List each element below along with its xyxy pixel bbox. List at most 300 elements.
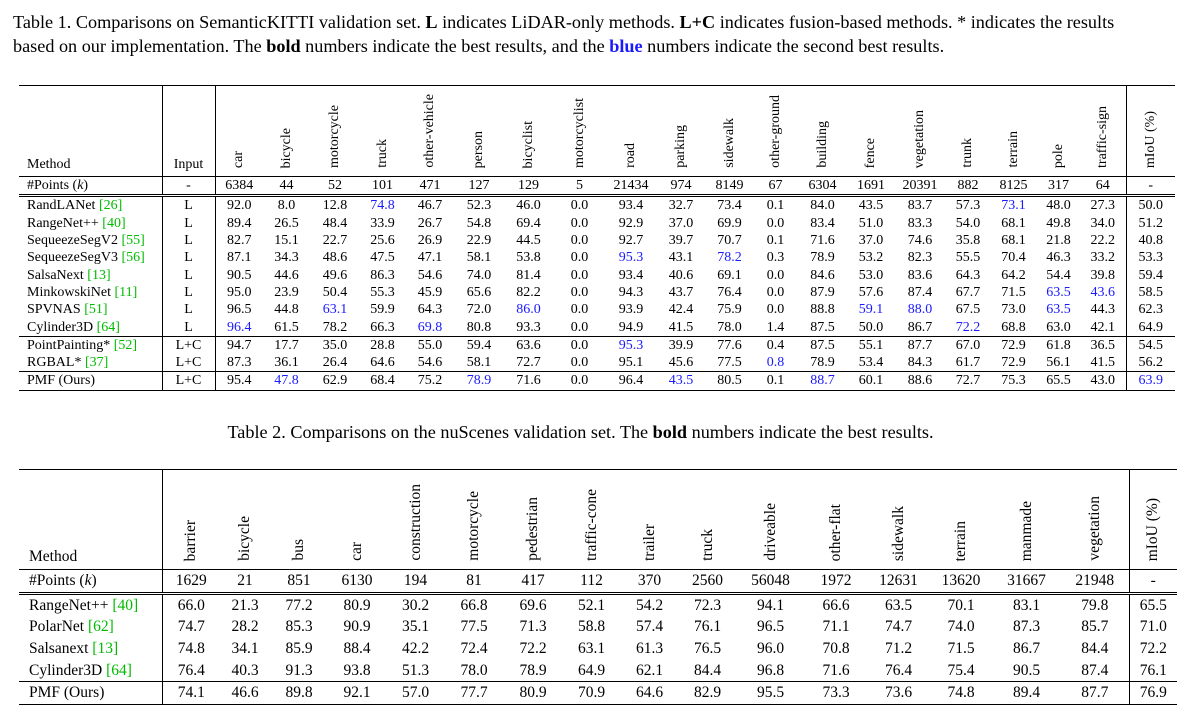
value-cell: 93.8 [328, 659, 386, 681]
value-cell: 84.0 [810, 198, 835, 214]
method-name-cell: RangeNet++ [40] [19, 593, 162, 616]
value-cell: 95.3 [618, 337, 644, 353]
value-cell: 82.9 [693, 684, 722, 702]
value-cell: 74.7 [884, 618, 913, 636]
class-header-trailer: trailer [620, 470, 679, 570]
value-cell: 370 [620, 570, 679, 594]
method-name-cell: SequeezeSegV2 [55] [19, 232, 162, 249]
value-cell: 55.5 [955, 250, 981, 266]
value-cell: 47.8 [274, 373, 299, 389]
value-cell: 112 [563, 570, 620, 594]
value-cell: 8149 [705, 177, 754, 196]
points-row-label: #Points (k) [19, 570, 162, 594]
value-cell: 2560 [679, 570, 736, 594]
value-cell: 71.3 [519, 618, 547, 636]
value-cell: 74.8 [177, 640, 205, 658]
value-cell: 26.4 [310, 354, 360, 372]
value-cell: 54.6 [417, 267, 443, 283]
citation: [52] [113, 337, 138, 353]
semantickitti-results-table [19, 85, 1175, 391]
value-cell: 51.0 [858, 215, 884, 231]
miou-cell: 72.2 [1129, 638, 1177, 660]
value-cell: 96.5 [756, 618, 785, 636]
value-cell: 63.6 [516, 337, 541, 353]
value-cell: 46.3 [1046, 250, 1071, 266]
citation: [55] [121, 233, 145, 249]
value-cell: 93.3 [503, 318, 554, 336]
input-cell: L [162, 215, 215, 232]
value-cell: 89.8 [285, 684, 313, 702]
method-name-cell: Cylinder3D [64] [19, 659, 162, 681]
value-cell: 52 [310, 177, 360, 196]
value-cell: 72.2 [946, 318, 990, 336]
value-cell: 68.1 [1001, 233, 1026, 249]
method-name-cell: SequeezeSegV3 [56] [19, 249, 162, 266]
value-cell: 34.0 [1090, 215, 1115, 231]
value-cell: 71.2 [884, 640, 913, 658]
value-cell: 58.1 [455, 354, 503, 372]
value-cell: 36.5 [1090, 337, 1115, 353]
value-cell: 90.5 [227, 267, 252, 283]
value-cell: 74.7 [177, 618, 205, 636]
value-cell: 71.1 [822, 618, 850, 636]
citation-link[interactable]: 13 [91, 267, 106, 283]
value-cell: 54.2 [635, 596, 664, 614]
miou-cell: 76.1 [1129, 659, 1177, 681]
value-cell: 72.9 [990, 354, 1037, 372]
value-cell: 27.3 [1090, 198, 1115, 214]
class-header-terrain: terrain [930, 470, 992, 570]
miou-cell: 51.2 [1126, 215, 1175, 232]
value-cell: 0.4 [766, 337, 785, 353]
value-cell: 6304 [797, 177, 848, 196]
value-cell: 90.5 [992, 659, 1061, 681]
class-header-sidewalk: sidewalk [867, 470, 930, 570]
value-cell: 63.5 [884, 596, 913, 614]
method-name-cell: PolarNet [62] [19, 616, 162, 638]
class-header-car: car [215, 86, 263, 177]
value-cell: 95.5 [756, 684, 785, 702]
citation: [11] [114, 284, 138, 300]
class-header-truck: truck [360, 86, 405, 177]
value-cell: 78.9 [797, 354, 848, 372]
value-cell: 76.4 [717, 284, 742, 300]
value-cell: 70.4 [1001, 250, 1026, 266]
value-cell: 80.8 [455, 318, 503, 336]
method-name-cell: PMF (Ours) [19, 372, 162, 390]
value-cell: 59.4 [466, 337, 492, 353]
value-cell: 46.7 [417, 198, 443, 214]
class-header-fence: fence [848, 86, 894, 177]
value-cell: 78.2 [310, 318, 360, 336]
citation-link[interactable]: 40 [106, 215, 121, 231]
value-cell: 42.1 [1080, 318, 1126, 336]
value-cell: 41.5 [657, 318, 705, 336]
value-cell: 0.1 [766, 373, 785, 389]
value-cell: 65.6 [466, 284, 492, 300]
class-header-truck: truck [679, 470, 736, 570]
value-cell: 882 [946, 177, 990, 196]
citation: [62] [87, 618, 114, 636]
value-cell: 87.7 [907, 337, 933, 353]
value-cell: 30.2 [401, 596, 430, 614]
table-row [19, 266, 1175, 283]
value-cell: 54.4 [1046, 267, 1071, 283]
class-header-pedestrian: pedestrian [503, 470, 563, 570]
value-cell: 53.2 [858, 250, 884, 266]
value-cell: 26.5 [274, 215, 299, 231]
value-cell: 85.9 [285, 640, 313, 658]
value-cell: 33.2 [1090, 250, 1115, 266]
value-cell: 72.4 [460, 640, 488, 658]
value-cell: 95.4 [227, 373, 252, 389]
value-cell: 0.0 [570, 198, 589, 214]
miou-cell: 40.8 [1126, 232, 1175, 249]
value-cell: 77.5 [705, 354, 754, 372]
value-cell: 31667 [992, 570, 1061, 594]
value-cell: 68.1 [1001, 215, 1026, 231]
value-cell: 79.8 [1081, 596, 1109, 614]
class-header-barrier: barrier [162, 470, 220, 570]
value-cell: 28.2 [231, 618, 259, 636]
value-cell: 88.7 [810, 373, 835, 389]
value-cell: 0.0 [554, 354, 605, 372]
class-header-bicyclist: bicyclist [503, 86, 554, 177]
value-cell: 471 [405, 177, 455, 196]
miou-header: mIoU (%) [1129, 470, 1177, 570]
value-cell: 62.9 [322, 373, 348, 389]
value-cell: 40.6 [668, 267, 694, 283]
value-cell: 36.1 [263, 354, 310, 372]
value-cell: 61.7 [946, 354, 990, 372]
value-cell: 48.0 [1046, 198, 1071, 214]
value-cell: 46.0 [516, 198, 541, 214]
input-cell: L [162, 196, 215, 215]
value-cell: 86.7 [1012, 640, 1041, 658]
value-cell: 87.5 [797, 318, 848, 336]
value-cell: 21 [220, 570, 270, 594]
value-cell: 95.3 [618, 250, 644, 266]
value-cell: 22.7 [322, 233, 348, 249]
class-header-building: building [797, 86, 848, 177]
value-cell: 37.0 [668, 215, 694, 231]
value-cell: 70.7 [717, 233, 742, 249]
value-cell: 54.8 [466, 215, 492, 231]
value-cell: 55.1 [858, 337, 884, 353]
value-cell: 0.8 [754, 354, 797, 372]
class-header-bicycle: bicycle [263, 86, 310, 177]
value-cell: 87.4 [1061, 659, 1129, 681]
value-cell: 96.0 [756, 640, 785, 658]
table-row [19, 593, 1177, 616]
value-cell: 42.2 [401, 640, 430, 658]
method-name-cell: RangeNet++ [40] [19, 215, 162, 232]
method-name-cell: Salsanext [13] [19, 638, 162, 660]
input-cell: L+C [162, 354, 215, 372]
value-cell: 44.3 [1090, 302, 1115, 318]
value-cell: 75.3 [1001, 373, 1026, 389]
input-cell: L [162, 318, 215, 336]
value-cell: 76.1 [693, 618, 722, 636]
citation: [56] [121, 250, 145, 266]
value-cell: 67.5 [955, 302, 981, 318]
citation: [64] [106, 661, 132, 679]
table2-caption: Table 2. Comparisons on the nuScenes validation set. The bold numbers indicate the best results. [227, 422, 934, 442]
value-cell: 21948 [1061, 570, 1129, 594]
citation: [13] [87, 267, 111, 283]
value-cell: 86.3 [370, 267, 395, 283]
value-cell: 83.3 [907, 215, 933, 231]
value-cell: 82.3 [907, 250, 933, 266]
class-header-other-ground: other-ground [754, 86, 797, 177]
table-row [19, 616, 1177, 638]
value-cell: 63.1 [577, 640, 606, 658]
citation-link[interactable]: 40 [117, 596, 134, 614]
class-header-bicycle: bicycle [220, 470, 270, 570]
value-cell: 1691 [848, 177, 894, 196]
value-cell: 34.3 [274, 250, 299, 266]
value-cell: 94.1 [756, 596, 785, 614]
value-cell: 23.9 [274, 284, 299, 300]
value-cell: 80.5 [717, 373, 742, 389]
value-cell: 66.3 [360, 318, 405, 336]
method-name-cell: PMF (Ours) [19, 681, 162, 704]
value-cell: 53.8 [516, 250, 541, 266]
value-cell: 43.5 [668, 373, 694, 389]
value-cell: 0.1 [766, 233, 785, 249]
input-cell: - [162, 177, 215, 196]
value-cell: 74.6 [907, 233, 933, 249]
table-row [19, 284, 1175, 301]
class-header-other-vehicle: other-vehicle [405, 86, 455, 177]
value-cell: 129 [503, 177, 554, 196]
value-cell: 12.8 [322, 198, 348, 214]
miou-cell: 62.3 [1126, 301, 1175, 318]
value-cell: 6130 [328, 570, 386, 594]
value-cell: 90.9 [343, 618, 371, 636]
method-name-cell: SalsaNext [13] [19, 266, 162, 283]
value-cell: 22.2 [1090, 233, 1115, 249]
value-cell: 1.4 [754, 318, 797, 336]
value-cell: 92.0 [227, 198, 252, 214]
value-cell: 32.7 [668, 198, 694, 214]
value-cell: 0.0 [570, 302, 589, 318]
value-cell: 63.5 [1046, 284, 1071, 300]
miou-cell: 53.3 [1126, 249, 1175, 266]
citation-link[interactable]: 55 [126, 233, 141, 249]
value-cell: 974 [657, 177, 705, 196]
class-header-construction: construction [386, 470, 445, 570]
value-cell: 83.7 [907, 198, 933, 214]
value-cell: 68.8 [990, 318, 1037, 336]
value-cell: 96.4 [215, 318, 263, 336]
value-cell: 69.8 [405, 318, 455, 336]
class-header-pole: pole [1037, 86, 1080, 177]
value-cell: 13620 [930, 570, 992, 594]
value-cell: 69.6 [519, 596, 547, 614]
value-cell: 54.0 [955, 215, 981, 231]
value-cell: 67.7 [955, 284, 981, 300]
value-cell: 64.9 [563, 659, 620, 681]
points-row [19, 177, 1175, 196]
table-row [19, 318, 1175, 336]
value-cell: 85.3 [285, 618, 313, 636]
citation-link[interactable]: 37 [89, 355, 104, 371]
method-name-cell: RandLANet [26] [19, 196, 162, 215]
value-cell: 47.1 [417, 250, 443, 266]
value-cell: 67 [754, 177, 797, 196]
value-cell: 47.5 [370, 250, 395, 266]
value-cell: 26.9 [417, 233, 443, 249]
value-cell: 77.2 [285, 596, 313, 614]
miou-cell: 56.2 [1126, 354, 1175, 372]
value-cell: 71.5 [947, 640, 975, 658]
value-cell: 44.5 [516, 233, 541, 249]
value-cell: 0.0 [766, 302, 785, 318]
value-cell: 83.6 [907, 267, 933, 283]
value-cell: 87.3 [215, 354, 263, 372]
value-cell: 72.0 [466, 302, 492, 318]
citation-link[interactable]: 62 [93, 618, 109, 636]
value-cell: 88.4 [343, 640, 371, 658]
table-row [19, 659, 1177, 681]
value-cell: 21.8 [1046, 233, 1071, 249]
value-cell: 70.1 [947, 596, 975, 614]
value-cell: 20391 [894, 177, 946, 196]
citation-link[interactable]: 52 [118, 337, 133, 353]
value-cell: 0.1 [766, 198, 785, 214]
citation-link[interactable]: 11 [119, 284, 133, 300]
table-row [19, 215, 1175, 232]
value-cell: 87.5 [810, 337, 835, 353]
value-cell: 74.0 [466, 267, 492, 283]
value-cell: 93.9 [618, 302, 644, 318]
value-cell: 88.8 [810, 302, 835, 318]
value-cell: 63.5 [1046, 302, 1071, 318]
value-cell: 72.9 [1001, 337, 1026, 353]
value-cell: 76.4 [867, 659, 930, 681]
value-cell: 56048 [736, 570, 805, 594]
citation-link[interactable]: 64 [101, 319, 116, 335]
value-cell: 37.0 [858, 233, 884, 249]
value-cell: 46.6 [231, 684, 259, 702]
table-row [19, 196, 1175, 215]
citation: [51] [84, 302, 108, 318]
miou-cell: 58.5 [1126, 284, 1175, 301]
table-row [19, 638, 1177, 660]
class-header-driveable: driveable [736, 470, 805, 570]
value-cell: 101 [360, 177, 405, 196]
value-cell: 78.0 [705, 318, 754, 336]
value-cell: 82.2 [516, 284, 541, 300]
value-cell: 1972 [805, 570, 867, 594]
value-cell: 63.0 [1037, 318, 1080, 336]
class-header-vegetation: vegetation [1061, 470, 1129, 570]
value-cell: 80.9 [343, 596, 371, 614]
value-cell: 57.6 [858, 284, 884, 300]
citation: [40] [112, 596, 139, 614]
table-row [19, 301, 1175, 318]
miou-cell: 76.9 [1129, 681, 1177, 704]
value-cell: 69.9 [717, 215, 742, 231]
citation-link[interactable]: 26 [103, 198, 118, 214]
value-cell: 8125 [990, 177, 1037, 196]
value-cell: 73.0 [1001, 302, 1026, 318]
class-header-trunk: trunk [946, 86, 990, 177]
value-cell: 0.0 [570, 215, 589, 231]
value-cell: 45.6 [657, 354, 705, 372]
value-cell: 94.3 [618, 284, 644, 300]
citation-link[interactable]: 13 [97, 640, 113, 658]
class-header-road: road [605, 86, 657, 177]
value-cell: 35.1 [401, 618, 430, 636]
value-cell: 5 [554, 177, 605, 196]
citation: [13] [92, 640, 119, 658]
value-cell: 96.4 [618, 373, 644, 389]
value-cell: 78.9 [466, 373, 492, 389]
citation: [26] [98, 198, 123, 214]
method-name-cell: PointPainting* [52] [19, 336, 162, 354]
value-cell: 43.6 [1090, 284, 1115, 300]
method-name-cell: Cylinder3D [64] [19, 318, 162, 336]
class-header-motorcycle: motorcycle [445, 470, 503, 570]
citation-link[interactable]: 64 [111, 661, 127, 679]
value-cell: 64.6 [635, 684, 664, 702]
value-cell: 851 [270, 570, 328, 594]
table1-caption: Table 1. Comparisons on SemanticKITTI validation set. L indicates LiDAR-only methods. L+C indicates fusion-based methods. * indicates the results based on our implementation. The bold numbers indicate the best results, and the blue numbers indicate the second best results. [13, 12, 1115, 56]
value-cell: 77.5 [460, 618, 488, 636]
value-cell: 1629 [162, 570, 220, 594]
value-cell: 52.3 [466, 198, 492, 214]
value-cell: 84.4 [1081, 640, 1109, 658]
table-row [19, 372, 1175, 390]
value-cell: 64.3 [417, 302, 443, 318]
class-header-car: car [328, 470, 386, 570]
value-cell: 35.0 [322, 337, 348, 353]
value-cell: 127 [455, 177, 503, 196]
citation-link[interactable]: 56 [126, 250, 141, 266]
value-cell: 70.8 [822, 640, 850, 658]
miou-cell: 50.0 [1126, 196, 1175, 215]
value-cell: 57.0 [401, 684, 430, 702]
value-cell: 44.8 [274, 302, 299, 318]
value-cell: 74.8 [947, 684, 975, 702]
value-cell: 75.2 [417, 373, 443, 389]
method-name-cell: MinkowskiNet [11] [19, 284, 162, 301]
value-cell: 39.9 [668, 337, 694, 353]
value-cell: 93.4 [618, 198, 644, 214]
value-cell: 69.1 [717, 267, 742, 283]
citation: [37] [84, 355, 109, 371]
miou-cell: 59.4 [1126, 266, 1175, 283]
value-cell: 71.6 [805, 659, 867, 681]
value-cell: 61.8 [1046, 337, 1071, 353]
value-cell: 62.1 [620, 659, 679, 681]
value-cell: 58.1 [466, 250, 492, 266]
value-cell: 43.7 [668, 284, 694, 300]
value-cell: 48.4 [322, 215, 348, 231]
value-cell: 45.9 [417, 284, 443, 300]
value-cell: 72.3 [693, 596, 722, 614]
nuscenes-results-table [19, 469, 1177, 705]
value-cell: 84.3 [894, 354, 946, 372]
value-cell: 0.0 [766, 215, 785, 231]
value-cell: 55.0 [417, 337, 443, 353]
value-cell: 70.9 [577, 684, 606, 702]
value-cell: 80.9 [519, 684, 547, 702]
citation-link[interactable]: 51 [88, 302, 103, 318]
value-cell: 84.4 [679, 659, 736, 681]
